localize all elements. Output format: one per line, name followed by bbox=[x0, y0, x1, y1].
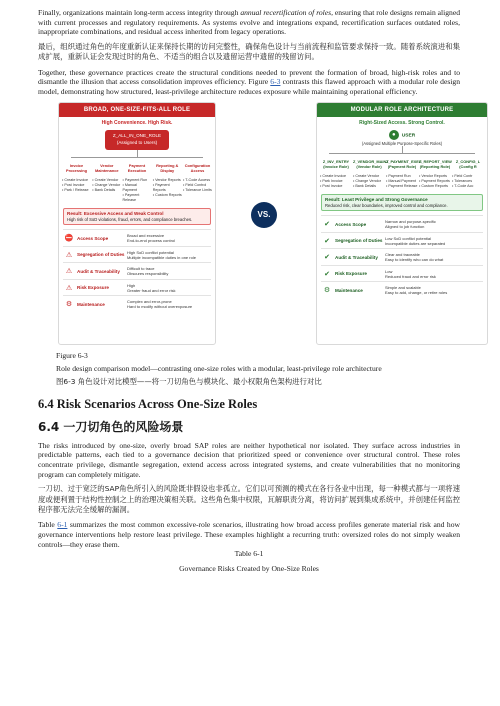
broad-role-subtitle: High Convenience. High Risk. bbox=[101, 120, 173, 127]
attribute-row: ⚠ Risk Exposure High Greater fraud and error risk bbox=[63, 279, 211, 296]
broad-role-panel bbox=[58, 102, 216, 345]
paragraph-recertification: Finally, organizations maintain long-term access integrity through annual recertification of roles, ensuring that role designs remain aligned with current processes and regulatory requirements. As systems evolve and integrations expand, recertification surfaces outdated roles, inappropriate combinations, and residual access inherited from legacy operations. bbox=[38, 8, 460, 37]
figure-caption: Role design comparison model—contrasting one-size roles with a modular, least-privilege role architecture bbox=[56, 364, 382, 374]
attribute-row: ✔ Access Scope Narrow and purpose-specific Aligned to job function bbox=[321, 215, 483, 232]
role-column: Z_VENDOR_MAINT (Vendor Role) • Create Vendor • Change Vendor • Bank Details bbox=[353, 159, 389, 189]
modular-role-header: MODULAR ROLE ARCHITECTURE bbox=[317, 103, 487, 117]
user-note: (Assigned Multiple Purpose-Specific Roles) bbox=[361, 141, 443, 147]
attribute-row: ✔ Audit & Traceability Clear and traceable Easy to identify who can do what bbox=[321, 248, 483, 265]
gear-icon: ⚙ bbox=[65, 301, 73, 309]
user-node: ● USER bbox=[370, 130, 434, 140]
function-column: Reporting & Display • Vendor Reports • Payment Reports • Custom Reports bbox=[152, 163, 182, 198]
block-icon: ⛔ bbox=[64, 235, 74, 243]
table-reference-link[interactable]: 6-1 bbox=[57, 520, 68, 530]
attribute-row: ⚠ Audit & Traceability Difficult to trace Obscures responsibility bbox=[63, 262, 211, 279]
figure-reference-link[interactable]: 6-3 bbox=[270, 77, 281, 87]
role-column: Z_REPORT_VIEW (Reporting Role) • Vendor Reports • Payment Reports • Custom Reports bbox=[419, 159, 452, 189]
attribute-row: ⛔ Access Scope Broad and excessive End-to-end process control bbox=[63, 229, 211, 246]
attribute-row: ⚙ Maintenance Simple and scalable Easy to add, change, or retire roles bbox=[321, 281, 483, 298]
role-column: Z_PAYMENT_EXEC (Payment Role) • Payment Run • Manual Payment • Payment Release bbox=[386, 159, 422, 189]
warning-icon: ⚠ bbox=[65, 284, 73, 292]
attribute-row: ⚙ Maintenance Complex and error-prone Hard to modify without overexposure bbox=[63, 295, 211, 312]
function-column: Configuration Access • T-Code Access • Field Control • Tolerance Limits bbox=[183, 163, 212, 193]
section-heading: 6.4 Risk Scenarios Across One-Size Roles bbox=[38, 396, 258, 411]
paragraph-table-intro: Table 6-1 summarizes the most common excessive-role scenarios, illustrating how broad access profiles generate material risk and how governance interventions help restore least privilege. These examples highlight a recurring truth: oversized roles do not simply weaken controls—they erase them. bbox=[38, 520, 461, 549]
function-column: Vendor Maintenance • Create Vendor • Change Vendor • Bank Details bbox=[92, 163, 121, 193]
role-column: Z_INV_ENTRY (Invoice Role) • Create Invoice • Park Invoice • Post Invoice bbox=[320, 159, 350, 189]
paragraph-governance: Together, these governance practices create the structural conditions needed to prevent the formation of broad, high-risk roles and to dismantle the illusion that access consolidation improves efficiency. Figure 6-3 contrasts this flawed approach with a modular role design model, demonstrating how structured, least-privilege architecture reduces exposure while maintaining operational efficiency. bbox=[38, 67, 460, 96]
role-comparison-figure bbox=[38, 102, 481, 345]
function-columns bbox=[59, 164, 215, 203]
gear-icon: ⚙ bbox=[323, 287, 331, 295]
modular-role-attributes bbox=[321, 215, 483, 298]
table-label: Table 6-1 bbox=[234, 549, 264, 559]
check-icon: ✔ bbox=[324, 221, 330, 229]
role-note: (Assigned to Users) bbox=[116, 139, 158, 145]
role-column: Z_CONFIG_L (Config R • Field Contr • Tolerances • T-Code Acc bbox=[452, 159, 481, 189]
modular-role-panel bbox=[316, 102, 488, 345]
check-icon: ✔ bbox=[324, 254, 330, 262]
role-columns bbox=[317, 160, 487, 189]
broad-role-header: BROAD, ONE-SIZE-FITS-ALL ROLE bbox=[59, 103, 215, 117]
attribute-row: ⚠ Segregation of Duties High SoD conflict potential Multiple incompatible duties in one role bbox=[63, 246, 211, 263]
section-heading-zh: 6.4 一刀切角色的风险场景 bbox=[38, 419, 184, 434]
function-column: Invoice Processing • Create Invoice • Post Invoice • Park / Release bbox=[62, 163, 89, 193]
modular-role-subtitle: Right-Sized Access. Strong Control. bbox=[359, 120, 445, 127]
figure-caption-zh: 图6-3 角色设计对比模型——将一刀切角色与模块化、最小权限角色架构进行对比 bbox=[56, 377, 322, 387]
all-in-one-role-box bbox=[105, 130, 169, 150]
role-tree-connector bbox=[59, 150, 215, 164]
function-column: Payment Execution • Payment Run • Manual Payment • Payment Release bbox=[122, 163, 148, 203]
check-icon: ✔ bbox=[324, 237, 330, 245]
paragraph-risks-zh: 一刀切、过于宽泛的SAP角色所引入的风险既非假设也非孤立。它们以可预测的模式在各行各业中出现，每一种模式都与一项将速度或便利置于结构性控制之上的治理决策相关联。这些角色集中权限，瓦解职责分离，将访问扩展到集成系统中，并创建任何监控程序都无法完全缓解的漏洞。 bbox=[38, 484, 460, 514]
broad-role-result: Result: Excessive Access and Weak Control High risk of SoD violations, fraud, errors, and compliance breaches. bbox=[63, 208, 211, 225]
table-title: Governance Risks Created by One-Size Roles bbox=[179, 564, 319, 574]
warning-icon: ⚠ bbox=[65, 251, 73, 259]
warning-icon: ⚠ bbox=[65, 268, 73, 276]
attribute-row: ✔ Segregation of Duties Low SoD conflict potential Incompatible duties are separated bbox=[321, 232, 483, 249]
check-icon: ✔ bbox=[324, 270, 330, 278]
vs-badge: VS. bbox=[251, 202, 277, 228]
figure-label: Figure 6-3 bbox=[56, 351, 88, 361]
user-icon: ● bbox=[389, 130, 399, 140]
role-tree-connector bbox=[317, 146, 487, 160]
attribute-row: ✔ Risk Exposure Low Reduced fraud and error risk bbox=[321, 265, 483, 282]
paragraph-risks: The risks introduced by one-size, overly broad SAP roles are neither hypothetical nor isolated. They surface across industries in predictable patterns, each tied to a governance decision that prioritized speed or convenience over structural control. These roles concentrate privilege, dismantle segregation, extend access across integrated systems, and create vulnerabilities that no monitoring program can completely mitigate. bbox=[38, 440, 460, 479]
role-name: Z_ALL_IN_ONE_ROLE bbox=[112, 133, 162, 139]
page-content bbox=[38, 8, 481, 574]
versus-marker bbox=[218, 202, 310, 228]
broad-role-attributes bbox=[63, 229, 211, 312]
modular-role-result: Result: Least Privilege and Strong Governance Reduced risk, clear boundaries, improved control and compliance. bbox=[321, 194, 483, 211]
paragraph-recertification-zh: 最后，组织通过角色的年度重新认证来保持长期的访问完整性，确保角色设计与当前流程和监管要求保持一致。随着系统演进和集成扩展，重新认证会发现过时的角色、不适当的组合以及遗留运营中遗留的残留访问。 bbox=[38, 41, 460, 62]
